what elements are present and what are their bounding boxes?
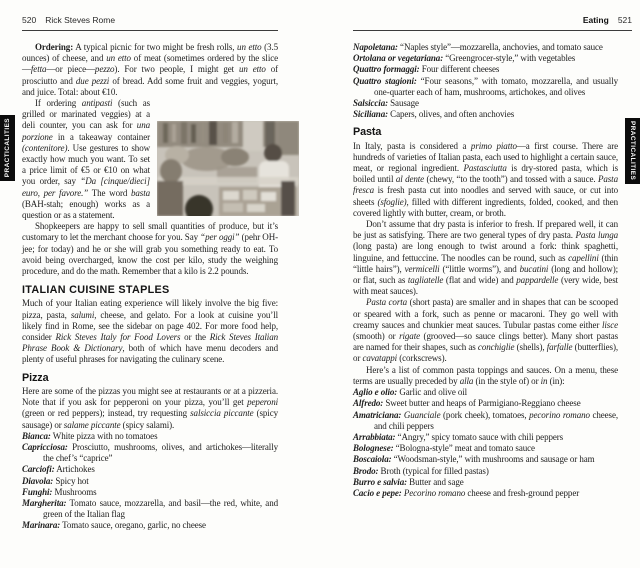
list-item: Alfredo: Sweet butter and heaps of Parmigiano-Reggiano cheese [353, 398, 581, 409]
list-item: Quattro stagioni: “Four seasons,” with tomato, mozzarella, and usually one-quarter each of ham, mushrooms, artichokes, and olives [353, 75, 618, 97]
paragraph-pasta-3: Pasta corta (short pasta) are smaller and in shapes that can be scooped or speared with a fork, such as penne or macaroni. They go well with creamy sauces and chunkier meat sauces. Tubular pastas come either lisce (smooth) or rigate (grooved—so sauce clings better). Many short pastas are named for their shapes, such as conchiglie (shells), farfalle (butterflies), or cavatappi (corkscrews). [353, 297, 618, 364]
list-item: Margherita: Tomato sauce, mozzarella, and basil—the red, white, and green of the Italian flag [22, 497, 278, 520]
running-head-left [22, 15, 278, 31]
list-item: Burro e salvia: Butter and sage [353, 476, 464, 487]
list-item: Brodo: Broth (typical for filled pastas) [353, 465, 489, 476]
paragraph-shopkeepers: Shopkeepers are happy to sell small quantities of produce, but it’s customary to let the merchant choose for you. Say “per oggi” (pehr OH-jee; for today) and he or she will grab you something ready to eat. To avoid being overcharged, know the cost per kilo, study the weighing procedure, and do the math. Remember that a kilo is 2.2 pounds. [22, 221, 279, 277]
list-item: Boscaiola: “Woodsman-style,” with mushrooms and sausage or ham [353, 454, 595, 465]
list-item: Siciliana: Capers, olives, and often anchovies [353, 109, 515, 120]
running-head-right [353, 15, 632, 31]
list-item: Arrabbiata: “Angry,” spicy tomato sauce with chili peppers [353, 431, 564, 442]
practicalities-tab-label: PRACTICALITIES [629, 121, 636, 181]
pasta-sauce-list [353, 387, 618, 499]
right-page-body [353, 42, 618, 499]
paragraph-staples: Much of your Italian eating experience will likely involve the big five: pizza, pasta, salumi, cheese, and gelato. For a look at cuisine you’ll likely find in Rome, see the sidebar on page 402. For more food help, consider Rick Steves Italy for Food Lovers or the Rick Steves Italian Phrase Book & Dictionary, both of which have menu decoders and plenty of useful phrases for navigating the culinary scene. [22, 298, 279, 365]
list-item: Cacio e pepe: Pecorino romano cheese and fresh-ground pepper [353, 487, 580, 498]
list-item: Bianca: White pizza with no tomatoes [22, 430, 158, 441]
deli-counter-photo-art [157, 121, 299, 216]
list-item: Funghi: Mushrooms [22, 486, 97, 497]
page-left [22, 15, 278, 532]
page-right [353, 15, 632, 499]
list-item: Napoletana: “Naples style”—mozzarella, anchovies, and tomato sauce [353, 42, 603, 52]
list-item: Salsiccia: Sausage [353, 98, 419, 109]
practicalities-tab-left [0, 115, 15, 181]
page-number: 520 [22, 15, 37, 25]
paragraph-pizza-intro: Here are some of the pizzas you might see at restaurants or at a pizzeria. Note that if you ask for pepperoni on your pizza, you’ll get peperoni (green or red peppers); instead, try requesting salsiccia piccante (spicy sausage) or salame piccante (spicy salami). [22, 385, 279, 430]
list-item: Aglio e olio: Garlic and olive oil [353, 387, 468, 398]
page-number: 521 [617, 15, 632, 25]
section-heading-italian-cuisine-staples: ITALIAN CUISINE STAPLES [22, 284, 170, 297]
list-item: Carciofi: Artichokes [22, 464, 95, 475]
paragraph-ordering: Ordering: A typical picnic for two might be fresh rolls, un etto (3.5 ounces) of cheese, and un etto of meat (sometimes ordered by the slice—fetta—or piece—pezzo). For two people, I might get un etto of prosciutto and due pezzi of bread. Add some fruit and veggies, yogurt, and juice. Total: about €10. [22, 42, 279, 97]
book-title: Rick Steves Rome [45, 15, 116, 25]
pizza-list [22, 431, 278, 532]
paragraph-pasta-1: In Italy, pasta is considered a primo piatto—a first course. There are hundreds of varieties of Italian pasta, each used to highlight a certain sauce, meat, or regional ingredient. Pastasciutta is dry-stored pasta, which is boiled until al dente (chewy, “to the tooth”) and tossed with a sauce. Pasta fresca is fresh pasta cut into noodles and served with sauce, or cut into sheets (sfoglie), filled with different ingredients, folded, cooked, and then covered lightly with butter, cream, or broth. [353, 140, 619, 218]
paragraph-pasta-4: Here’s a list of common pasta toppings and sauces. On a menu, these terms are usually preceded by alla (in the style of) or in (in): [353, 364, 618, 386]
deli-counter-photo [157, 121, 299, 216]
pizza-list-continued [353, 42, 618, 120]
left-page-body [22, 42, 278, 532]
list-item: Amatriciana: Guanciale (pork cheek), tomatoes, pecorino romano cheese, and chili peppers [353, 409, 618, 431]
subheading-pasta: Pasta [353, 126, 382, 139]
list-item: Bolognese: “Bologna-style” meat and tomato sauce [353, 443, 535, 454]
list-item: Capricciosa: Prosciutto, mushrooms, olives, and artichokes—literally the chef’s “caprice” [22, 441, 278, 464]
list-item: Diavola: Spicy hot [22, 475, 89, 486]
list-item: Marinara: Tomato sauce, oregano, garlic, no cheese [22, 520, 206, 531]
paragraph-antipasti: If ordering antipasti (such as grilled or marinated veggies) at a deli counter, you can ask for una porzione in a takeaway container (contenitore). Use gestures to show exactly how much you want. To set a price limit of €5 or €10 on what you order, say “Da [cinque/dieci] euro, per favore.” The word basta (BAH-stah; enough) works as a question or as a statement. [22, 98, 151, 221]
paragraph-pasta-2: Don’t assume that dry pasta is inferior to fresh. If prepared well, it can be just as satisfying. There are two general types of dry pasta. Pasta lunga (long pasta) are long enough to twist around a fork: think spaghetti, linguine, and fettuccine. The noodles can be round, such as capellini (thin “little hairs”), vermicelli (“little worms”), and bucatini (long and hollow); or flat, such as tagliatelle (flat and wide) and pappardelle (very wide, best with meat sauces). [353, 219, 619, 297]
subheading-pizza: Pizza [22, 371, 49, 384]
photo-wrap-zone [22, 98, 278, 277]
list-item: Quattro formaggi: Four different cheeses [353, 64, 500, 75]
chapter-title: Eating [582, 15, 609, 25]
practicalities-tab-label: PRACTICALITIES [4, 118, 11, 178]
list-item: Ortolana or vegetariana: “Greengrocer-style,” with vegetables [353, 53, 576, 64]
